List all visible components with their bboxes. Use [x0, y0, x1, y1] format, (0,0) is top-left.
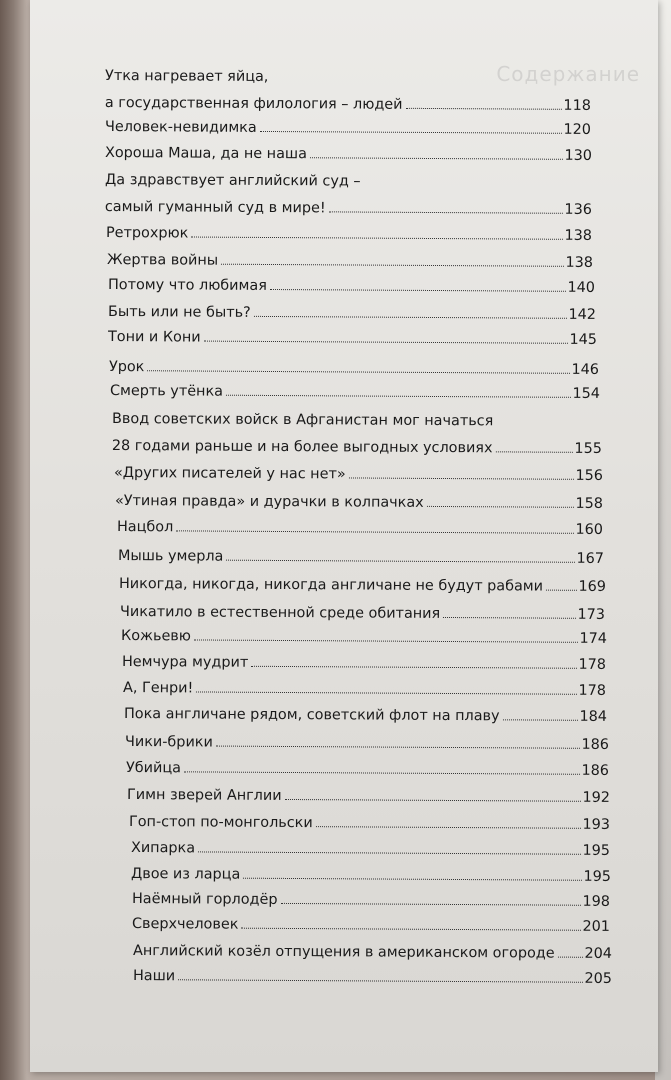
toc-entry [131, 839, 610, 860]
toc-entry-title: Гоп-стоп по-монгольски [128, 814, 313, 832]
dot-leader [260, 131, 562, 134]
dot-leader [184, 771, 580, 774]
toc-entry [114, 464, 603, 485]
toc-entry-page-number: 142 [568, 306, 597, 323]
dot-leader [196, 691, 576, 694]
toc-entry-page-number: 201 [582, 918, 611, 935]
dot-leader [226, 560, 574, 563]
toc-entry-row [108, 303, 596, 324]
toc-entry-page-number: 204 [584, 945, 613, 962]
toc-entry [133, 967, 612, 988]
dot-leader [310, 157, 563, 160]
toc-entry-row [109, 358, 599, 379]
toc-entry-page-number: 136 [564, 201, 592, 218]
toc-entry-page-number: 138 [564, 227, 593, 244]
toc-entry-page-number: 173 [577, 606, 606, 623]
toc-entry-page-number: 146 [571, 361, 600, 378]
toc-entry-title: Гимн зверей Англии [126, 787, 282, 804]
dot-leader [194, 639, 578, 642]
dot-leader [503, 719, 578, 720]
toc-entry-row [133, 942, 612, 963]
toc-entry-page-number: 192 [582, 789, 611, 806]
dot-leader [558, 957, 583, 958]
toc-entry-title-first-line: Ввод советских войск в Афганистан мог начаться [112, 411, 494, 430]
toc-entry-title: Английский козёл отпущения в американском огороде [132, 943, 555, 962]
toc-entry-page-number: 186 [581, 762, 610, 779]
toc-entry [133, 942, 612, 963]
toc-entry-page-number: 186 [581, 736, 610, 753]
dot-leader [280, 903, 580, 906]
toc-entry [115, 492, 603, 513]
toc-entry-title: Сверхчеловек [131, 916, 239, 933]
toc-entry-row [106, 224, 592, 245]
toc-entry-title: «Утиная правда» и дурачки в колпачках [114, 493, 424, 511]
dot-leader [221, 264, 563, 267]
toc-entry-page-number: 174 [579, 630, 608, 647]
table-of-contents [30, 0, 658, 1072]
toc-entry-page-number: 169 [578, 578, 607, 595]
toc-entry-page-number: 158 [575, 495, 604, 512]
dot-leader [243, 878, 581, 881]
toc-entry-row [132, 890, 610, 911]
toc-entry-row [131, 865, 611, 886]
toc-entry [122, 653, 606, 674]
toc-entry [129, 813, 610, 834]
toc-entry-page-number: 145 [569, 331, 598, 348]
toc-entry-title: Наёмный горлодёр [131, 891, 278, 908]
toc-entry-title: Мышь умерла [117, 548, 224, 565]
toc-entry-page-number: 154 [572, 385, 601, 402]
toc-entry-title: а государственная филология – людей [104, 94, 403, 113]
toc-entry [105, 144, 592, 165]
toc-entry-title: Никогда, никогда, никогда англичане не будут рабами [118, 576, 544, 595]
dot-leader [204, 341, 568, 344]
toc-entry-row [107, 251, 593, 272]
toc-entry-page-number: 184 [579, 708, 608, 725]
dot-leader [241, 928, 580, 931]
dot-leader [147, 370, 569, 374]
toc-entry [131, 865, 611, 886]
book-page [30, 0, 658, 1072]
toc-entry-row [123, 679, 606, 700]
toc-entry [108, 328, 597, 349]
toc-entry-row [105, 118, 591, 139]
toc-entry [105, 67, 591, 115]
toc-entry [119, 575, 606, 596]
toc-entry-page-number: 195 [583, 868, 612, 885]
toc-entry-title: Быть или не быть? [107, 304, 251, 321]
toc-entry-page-number: 140 [567, 279, 596, 296]
toc-entry [123, 679, 606, 700]
dot-leader [176, 530, 573, 533]
toc-entry [105, 118, 591, 139]
dot-leader [427, 506, 574, 508]
toc-entry-row [127, 786, 610, 807]
toc-entry-row [129, 813, 610, 834]
toc-entry [127, 786, 610, 807]
toc-entry-page-number: 156 [575, 467, 604, 484]
toc-entry-row [115, 492, 603, 513]
dot-leader [495, 451, 572, 452]
toc-entry-title-first-line: Утка нагревает яйца, [105, 68, 269, 85]
toc-entry-page-number: 193 [582, 816, 611, 833]
toc-entry [110, 382, 600, 403]
toc-entry-page-number: 120 [563, 121, 592, 138]
toc-entry-title: Убийца [125, 760, 182, 777]
toc-entry-row [133, 967, 612, 988]
toc-entry [132, 890, 610, 911]
toc-entry [109, 358, 599, 379]
dot-leader [216, 746, 580, 749]
dot-leader [349, 477, 574, 479]
toc-entry-row [121, 627, 607, 648]
toc-entry-page-number: 178 [578, 656, 607, 673]
toc-entry-row [105, 198, 592, 219]
toc-entry-row [114, 464, 603, 485]
dot-leader [251, 666, 576, 669]
toc-entry-title: Нацбол [116, 519, 174, 536]
dot-leader [316, 826, 581, 829]
toc-entry-title: Жертва войны [106, 252, 219, 269]
toc-entry [121, 627, 607, 648]
toc-entry [126, 759, 609, 780]
dot-leader [270, 289, 566, 292]
dot-leader [329, 211, 563, 213]
toc-entry-page-number: 198 [582, 893, 611, 910]
toc-entry [105, 171, 592, 219]
toc-entry [107, 251, 593, 272]
toc-entry [108, 303, 596, 324]
toc-entry-title: Человек-невидимка [104, 119, 257, 136]
toc-entry-row [132, 915, 610, 936]
toc-entry-title: Ретрохрюк [105, 225, 189, 242]
toc-entry-row [112, 437, 602, 458]
toc-entry-page-number: 130 [564, 147, 593, 164]
toc-entry-title: Наши [132, 968, 176, 985]
toc-entry-title: 28 годами раньше и на более выгодных условиях [111, 437, 493, 457]
toc-entry-row [105, 144, 592, 165]
toc-entry [106, 224, 592, 245]
toc-entry-page-number: 167 [576, 550, 605, 567]
toc-entry-row [124, 705, 607, 726]
dot-leader [191, 237, 562, 240]
toc-entry [132, 915, 610, 936]
toc-entry [118, 547, 604, 568]
toc-entry-title: Чики-брики [124, 734, 213, 751]
toc-entry-title-first-line: Да здравствует английский суд – [105, 172, 361, 190]
toc-entry-row [117, 518, 603, 539]
dot-leader [546, 590, 576, 591]
toc-entry [117, 518, 603, 539]
toc-entry [108, 276, 595, 297]
dot-leader [198, 851, 580, 854]
toc-entry-page-number: 195 [582, 842, 611, 859]
toc-entry-page-number: 155 [574, 440, 602, 457]
toc-entry-title: Немчура мудрит [121, 654, 249, 671]
toc-entry-title: Урок [108, 359, 145, 376]
toc-entry-title: Тони и Кони [107, 329, 201, 346]
toc-entry-row [118, 547, 604, 568]
toc-entry [124, 705, 607, 726]
toc-entry-row [105, 94, 591, 115]
dot-leader [226, 395, 571, 398]
toc-entry-title: Хороша Маша, да не наша [104, 145, 307, 163]
toc-entry-page-number: 160 [575, 521, 604, 538]
toc-entry-title: А, Генри! [122, 680, 194, 697]
toc-entry [125, 733, 609, 754]
toc-entry [120, 603, 605, 624]
dot-leader [285, 799, 581, 802]
toc-entry-row [125, 733, 609, 754]
toc-entry-page-number: 178 [578, 682, 607, 699]
toc-entry-title: самый гуманный суд в мире! [104, 198, 326, 217]
dot-leader [254, 316, 567, 319]
toc-entry-row [119, 575, 606, 596]
toc-entry-row [108, 276, 595, 297]
toc-entry [112, 410, 602, 458]
dot-leader [178, 979, 582, 982]
toc-entry-row [110, 382, 600, 403]
toc-entry-row [126, 759, 609, 780]
dot-leader [443, 617, 575, 619]
toc-entry-title: Кожьевю [120, 628, 191, 645]
toc-entry-title: Потому что любимая [107, 277, 267, 294]
toc-entry-row [120, 603, 605, 624]
toc-entry-title: Хипарка [130, 840, 196, 857]
toc-entry-title: Смерть утёнка [109, 383, 224, 400]
toc-entry-title: «Других писателей у нас нет» [113, 465, 346, 483]
dot-leader [406, 108, 562, 110]
toc-entry-row [131, 839, 610, 860]
toc-entry-title: Чикатило в естественной среде обитания [119, 604, 441, 622]
bleed-through-heading: Содержание [496, 62, 640, 86]
toc-entry-title: Двое из ларца [130, 866, 241, 883]
toc-entry-row [108, 328, 597, 349]
toc-entry-page-number: 205 [584, 970, 613, 987]
toc-entry-title: Пока англичане рядом, советский флот на плаву [123, 706, 500, 725]
toc-entry-page-number: 138 [565, 254, 594, 271]
toc-entry-page-number: 118 [563, 97, 591, 114]
toc-entry-row [122, 653, 606, 674]
